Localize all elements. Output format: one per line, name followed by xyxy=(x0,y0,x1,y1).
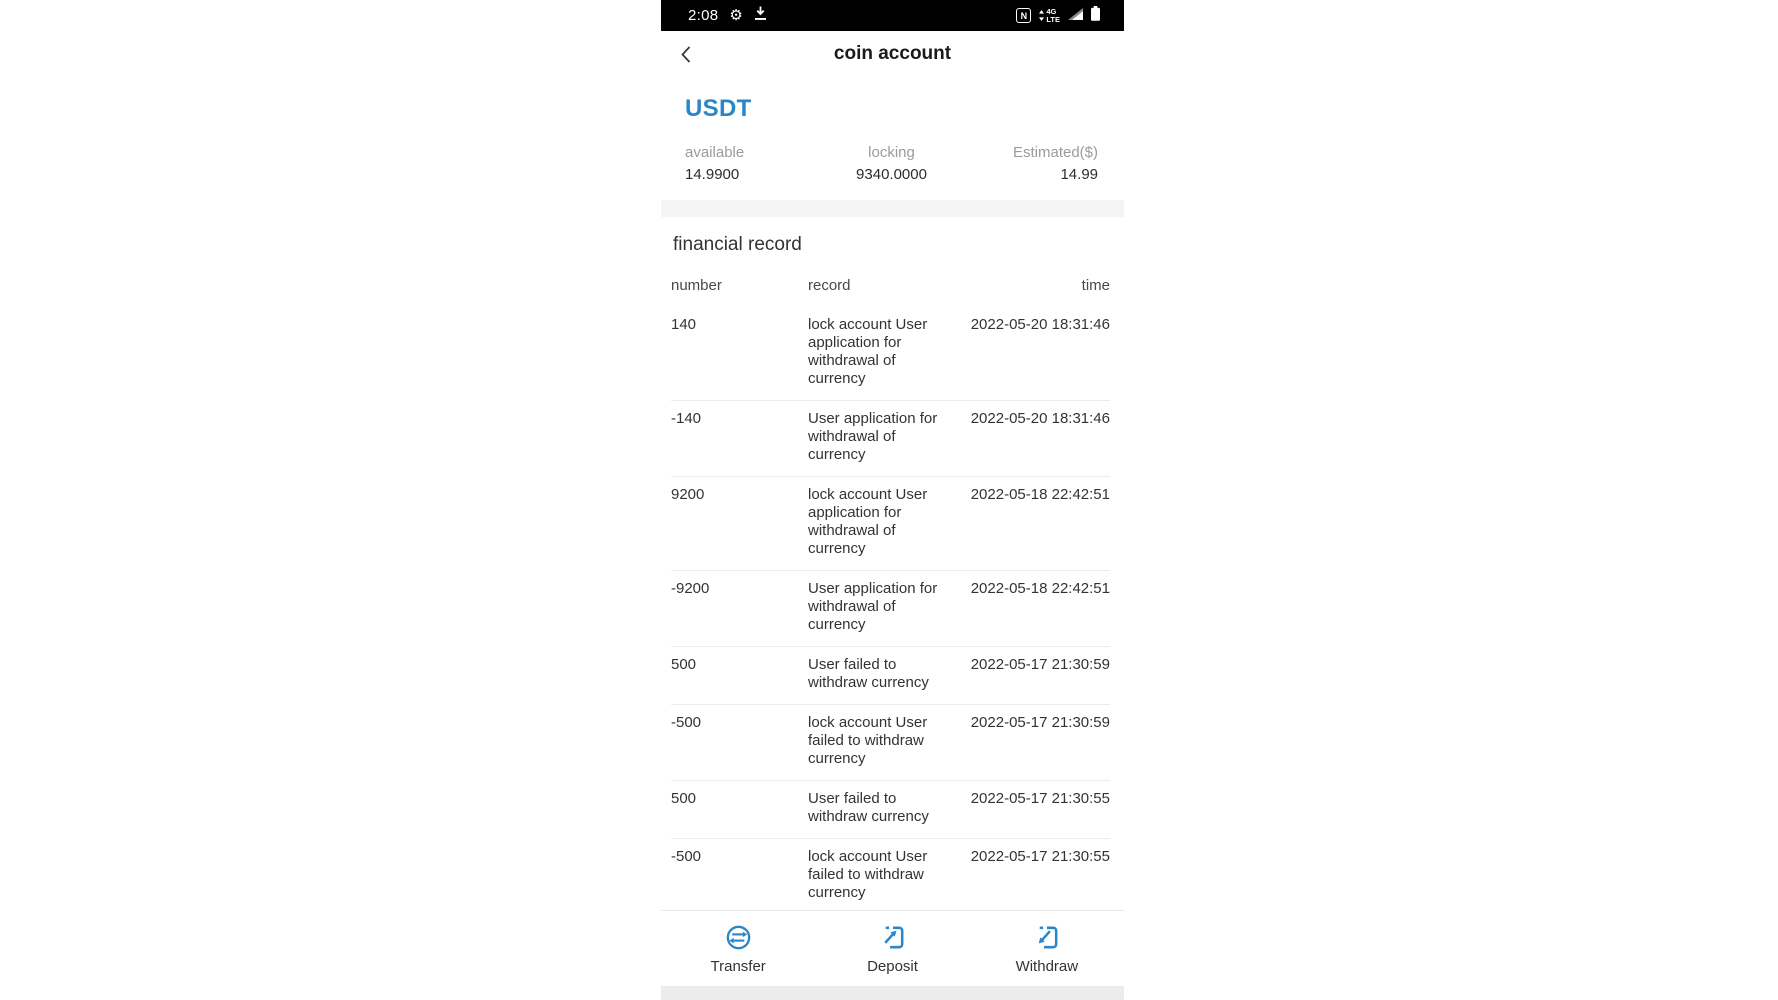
withdraw-label: Withdraw xyxy=(1015,958,1079,975)
financial-record-title: financial record xyxy=(673,234,802,255)
battery-icon xyxy=(1091,6,1100,26)
record-amount: -500 xyxy=(671,714,702,731)
deposit-button[interactable] xyxy=(815,922,969,975)
table-row xyxy=(671,477,1110,571)
record-description: User failed to withdraw currency xyxy=(808,790,929,825)
record-description: lock account User application for withdrawal of currency xyxy=(808,486,928,557)
table-row xyxy=(671,647,1110,705)
financial-record-rows xyxy=(661,307,1124,910)
column-header-record: record xyxy=(808,277,851,294)
app-bar xyxy=(661,31,1124,77)
clock: 2:08 xyxy=(688,7,719,24)
record-description: User failed to withdraw currency xyxy=(808,656,929,691)
record-amount: 140 xyxy=(671,316,697,333)
table-row xyxy=(671,307,1110,401)
locking-label: locking xyxy=(868,144,915,161)
column-header-time: time xyxy=(1081,277,1110,294)
transfer-label: Transfer xyxy=(710,958,766,975)
record-amount: 9200 xyxy=(671,486,705,503)
table-row xyxy=(671,839,1110,910)
navigation-bar-strip xyxy=(661,986,1124,1000)
record-time: 2022-05-17 21:30:55 xyxy=(970,848,1110,865)
record-time: 2022-05-18 22:42:51 xyxy=(970,486,1110,503)
table-header xyxy=(661,277,1124,294)
withdraw-button[interactable] xyxy=(970,922,1124,975)
table-row xyxy=(671,705,1110,781)
data-arrows-icon xyxy=(1039,10,1044,21)
record-description: User application for withdrawal of currency xyxy=(808,410,938,463)
record-time: 2022-05-17 21:30:55 xyxy=(970,790,1110,807)
coin-symbol: USDT xyxy=(685,95,752,122)
table-row xyxy=(671,401,1110,477)
network-type-indicator xyxy=(1039,8,1060,23)
deposit-label: Deposit xyxy=(867,958,918,975)
back-button[interactable] xyxy=(674,42,698,66)
transfer-icon xyxy=(723,922,754,953)
transfer-button[interactable] xyxy=(661,922,815,975)
balance-section xyxy=(661,77,1124,200)
record-time: 2022-05-20 18:31:46 xyxy=(970,316,1110,333)
status-bar xyxy=(661,0,1124,31)
available-value: 14.9900 xyxy=(685,166,740,183)
record-time: 2022-05-17 21:30:59 xyxy=(970,714,1110,731)
record-amount: -140 xyxy=(671,410,702,427)
available-column xyxy=(685,144,823,183)
estimated-value: 14.99 xyxy=(1060,166,1099,183)
estimated-label: Estimated($) xyxy=(1012,144,1099,161)
settings-gear-icon: ⚙ xyxy=(729,6,743,24)
column-header-number: number xyxy=(671,277,722,294)
available-label: available xyxy=(685,144,745,161)
record-description: lock account User failed to withdraw currency xyxy=(808,848,928,901)
phone-screen xyxy=(661,0,1124,1000)
withdraw-icon xyxy=(1031,922,1062,953)
deposit-icon xyxy=(877,922,908,953)
chevron-left-icon xyxy=(678,45,695,64)
network-gen-label: 4G xyxy=(1046,7,1057,16)
financial-record-section xyxy=(661,217,1124,910)
locking-value: 9340.0000 xyxy=(856,166,927,183)
record-time: 2022-05-18 22:42:51 xyxy=(970,580,1110,597)
page-title: coin account xyxy=(833,43,952,64)
record-amount: 500 xyxy=(671,790,697,807)
record-amount: -500 xyxy=(671,848,702,865)
section-divider-band xyxy=(661,200,1124,217)
bottom-action-bar xyxy=(661,910,1124,983)
status-bar-left xyxy=(688,6,767,26)
nfc-icon: N xyxy=(1016,8,1031,23)
status-bar-right xyxy=(1016,6,1100,26)
record-time: 2022-05-17 21:30:59 xyxy=(970,656,1110,673)
locking-column xyxy=(823,144,961,183)
record-description: lock account User application for withdrawal of currency xyxy=(808,316,928,387)
record-amount: -9200 xyxy=(671,580,710,597)
download-icon xyxy=(754,6,767,26)
record-time: 2022-05-20 18:31:46 xyxy=(970,410,1110,427)
estimated-column xyxy=(960,144,1098,183)
record-description: lock account User failed to withdraw currency xyxy=(808,714,928,767)
table-row xyxy=(671,571,1110,647)
signal-strength-icon xyxy=(1068,7,1083,25)
network-tech-label: LTE xyxy=(1046,14,1060,24)
record-description: User application for withdrawal of currency xyxy=(808,580,938,633)
balance-columns xyxy=(685,144,1098,200)
table-row xyxy=(671,781,1110,839)
record-amount: 500 xyxy=(671,656,697,673)
